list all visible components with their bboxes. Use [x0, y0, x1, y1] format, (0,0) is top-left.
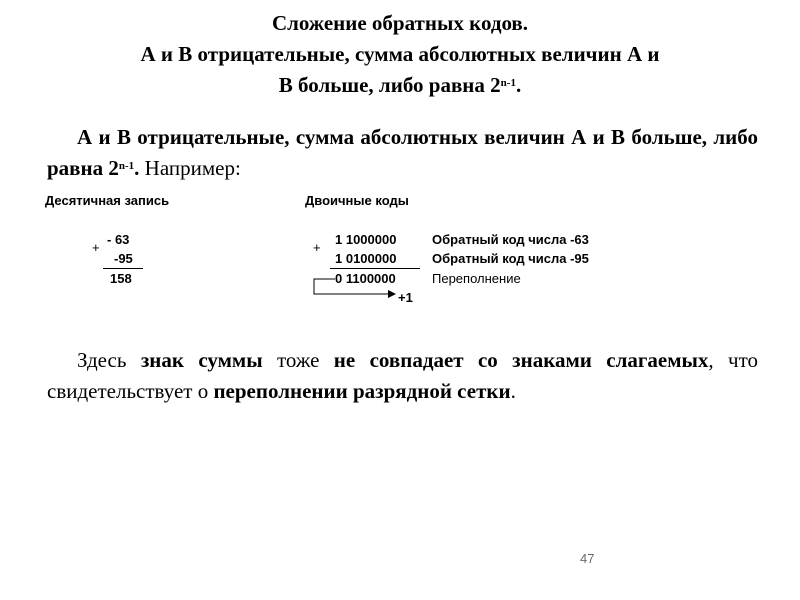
- binary-sum-line: [330, 268, 420, 269]
- intro-bold-text: А и В отрицательные, сумма абсолютных величин А и В больше, либо равна 2: [47, 125, 758, 180]
- conclusion-text-4: .: [510, 379, 516, 403]
- decimal-operand-a: - 63: [107, 232, 130, 247]
- conclusion-text-1: Здесь: [77, 348, 141, 372]
- conclusion-text-2: тоже: [262, 348, 334, 372]
- intro-bold-end: .: [134, 156, 140, 180]
- binary-header: Двоичные коды: [305, 193, 409, 208]
- decimal-operand-b: -95: [114, 251, 133, 266]
- title-line-3: [40, 70, 760, 101]
- decimal-sum: 158: [110, 271, 132, 286]
- page-number: 47: [580, 551, 595, 566]
- title-line-3-end: .: [515, 73, 522, 97]
- slide-title: [40, 8, 760, 101]
- conclusion-bold-2: не совпадает со знаками слагаемых: [333, 348, 709, 372]
- binary-operand-b: 1 0100000: [335, 251, 397, 266]
- carry-value: +1: [398, 290, 413, 305]
- decimal-sum-line: [103, 268, 143, 269]
- title-exponent: n-1: [500, 77, 516, 89]
- binary-sum: 0 1100000: [335, 271, 396, 286]
- conclusion-paragraph: [47, 345, 758, 407]
- binary-plus-sign: +: [313, 240, 321, 255]
- title-line-3-text: В больше, либо равна 2: [278, 73, 501, 97]
- intro-exponent: n-1: [118, 160, 135, 172]
- label-operand-b: Обратный код числа -95: [432, 251, 589, 266]
- title-line-1: Сложение обратных кодов.: [271, 11, 529, 35]
- conclusion-text-3: , что свидетельствует о: [47, 348, 759, 403]
- conclusion-bold-1: знак суммы: [140, 348, 263, 372]
- decimal-plus-sign: +: [92, 240, 100, 255]
- intro-paragraph: [47, 122, 758, 184]
- decimal-header: Десятичная запись: [45, 193, 170, 208]
- label-operand-a: Обратный код числа -63: [432, 232, 589, 247]
- intro-normal-text: Например:: [139, 156, 241, 180]
- conclusion-bold-3: переполнении разрядной сетки: [213, 379, 511, 403]
- binary-operand-a: 1 1000000: [335, 232, 397, 247]
- title-line-2: А и В отрицательные, сумма абсолютных величин А и: [140, 42, 660, 66]
- label-overflow: Переполнение: [432, 271, 521, 286]
